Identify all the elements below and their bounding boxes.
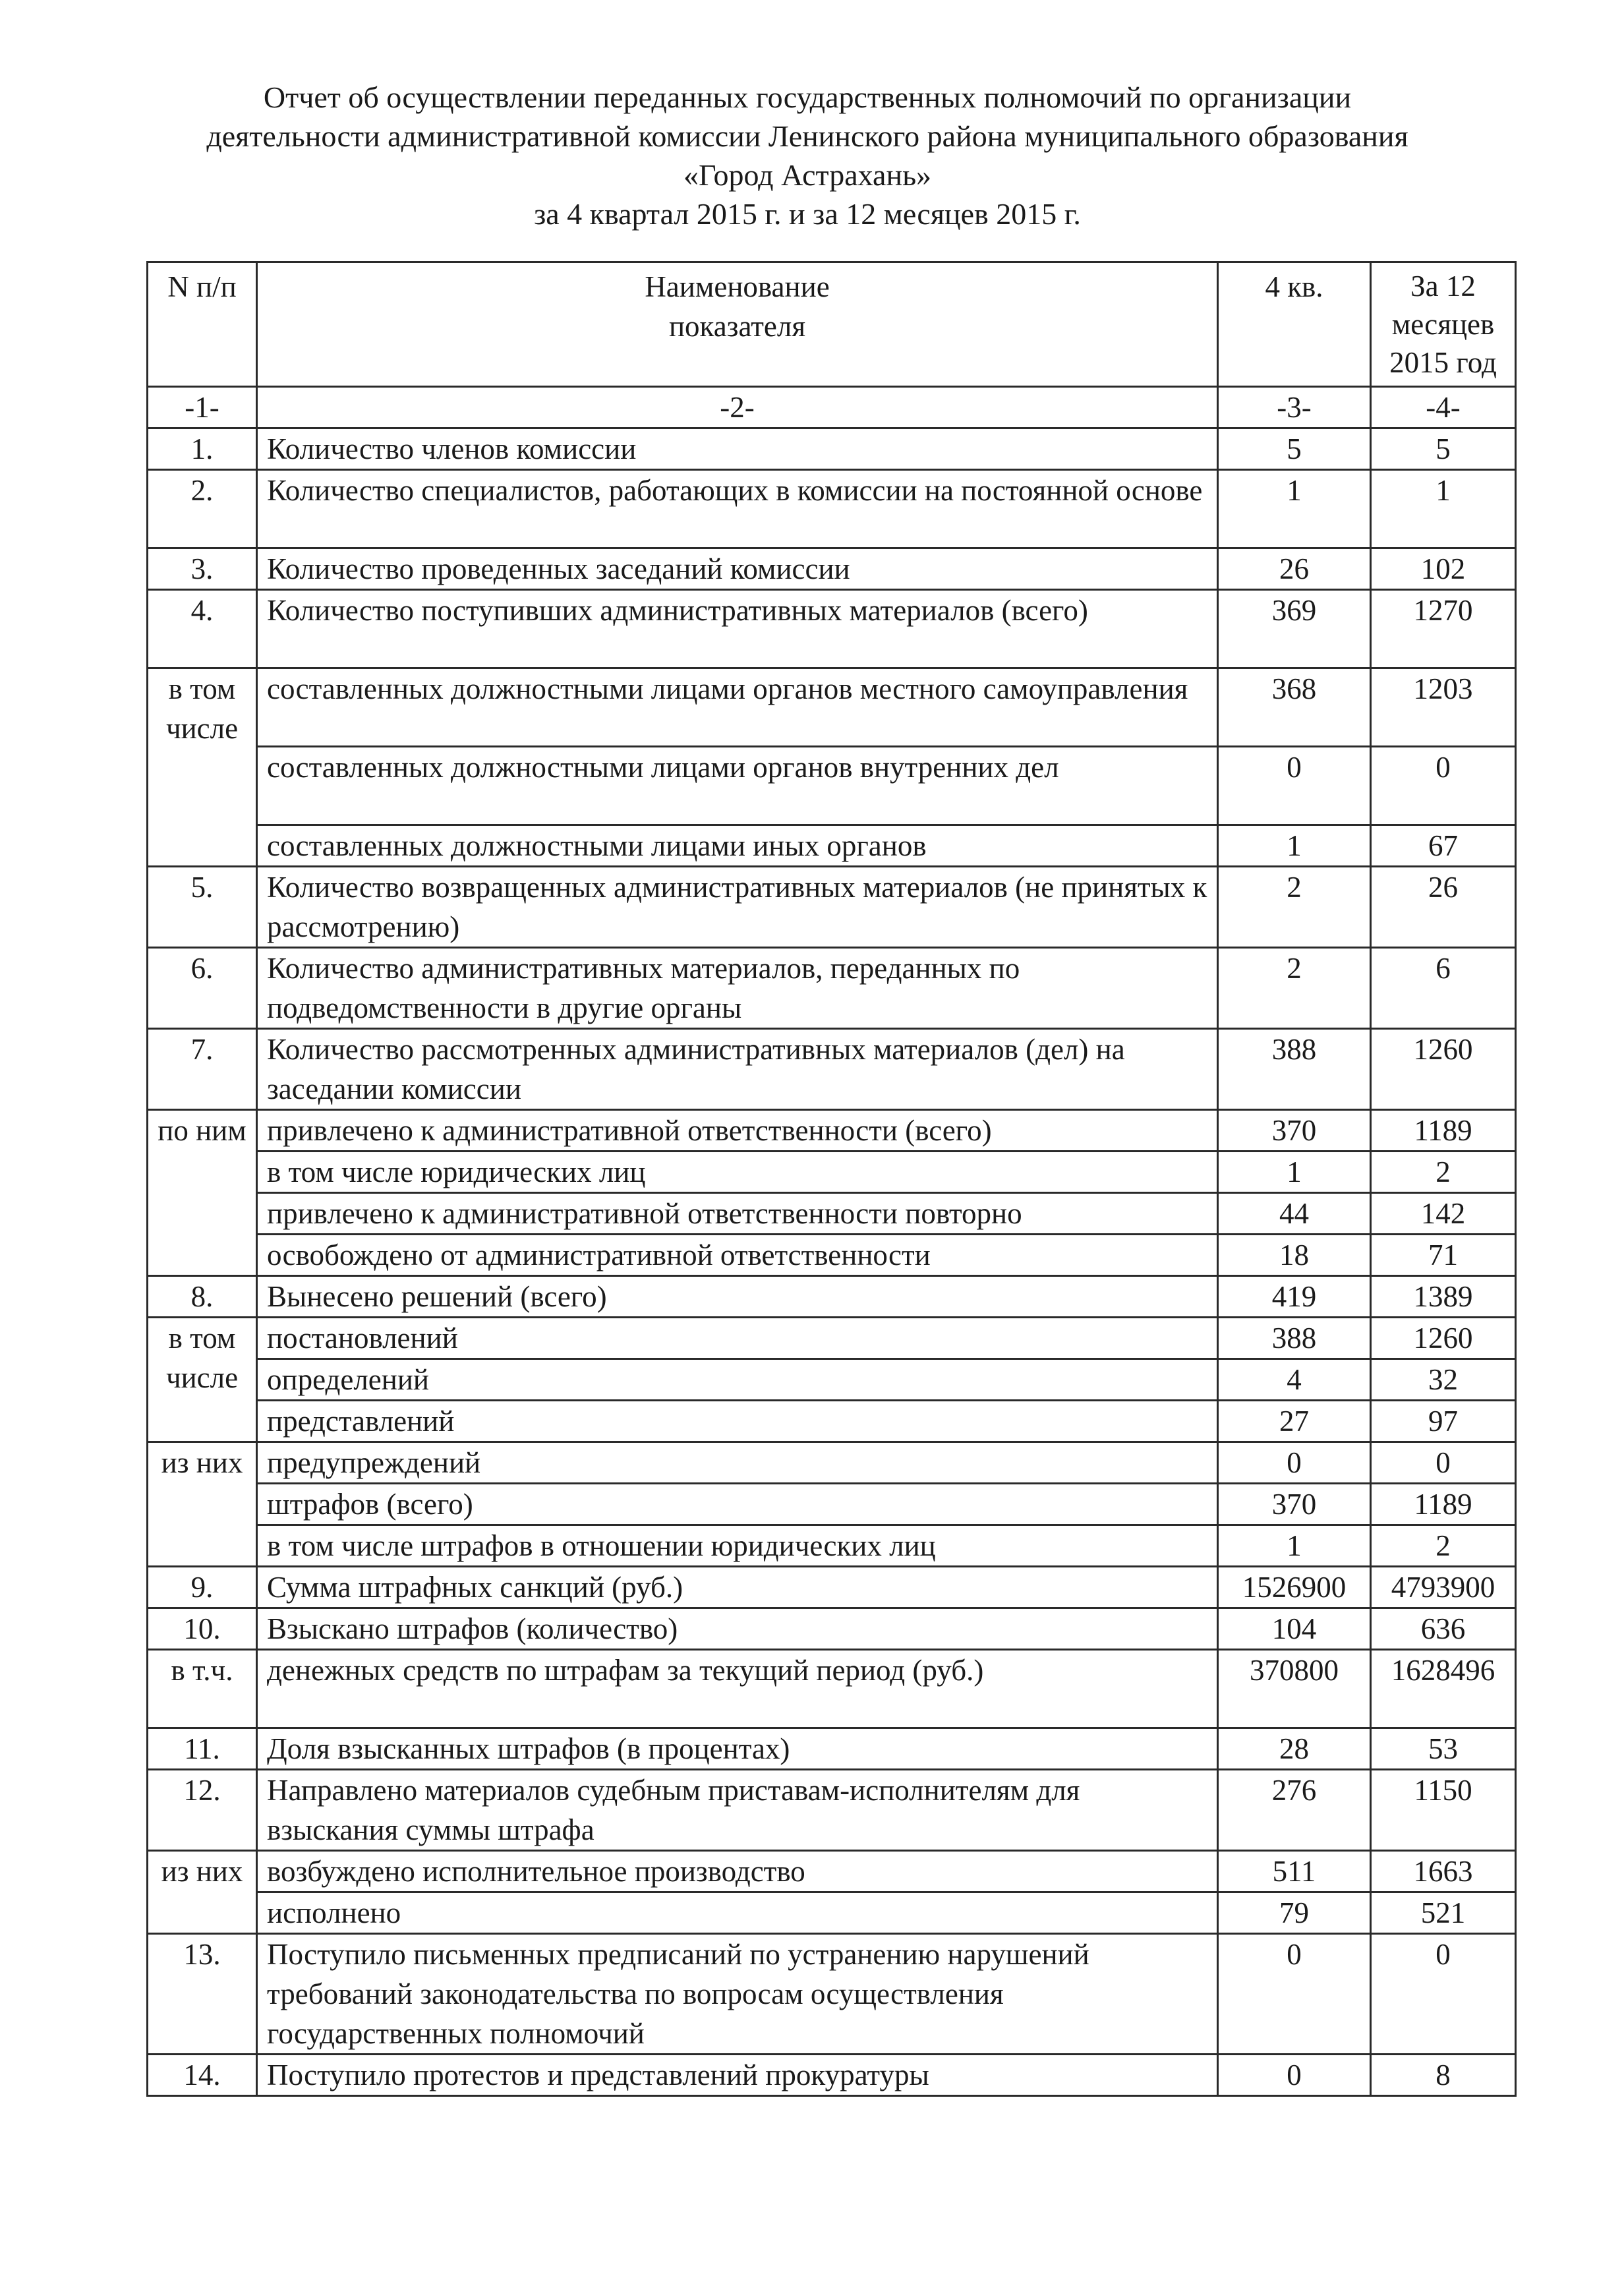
row-q4-value: 0 (1218, 1442, 1371, 1484)
table-row (148, 1892, 1516, 1934)
table-row (148, 1401, 1516, 1442)
row-q4-value: 27 (1218, 1401, 1371, 1442)
table-row (148, 1525, 1516, 1567)
row-name: представлений (257, 1401, 1218, 1442)
row-name: штрафов (всего) (257, 1484, 1218, 1525)
row-name: Количество возвращенных административных материалов (не принятых к рассмотрению) (257, 867, 1218, 948)
row-year-value: 8 (1371, 2055, 1516, 2096)
row-q4-value: 5 (1218, 428, 1371, 470)
row-name: Количество членов комиссии (257, 428, 1218, 470)
row-year-value: 1150 (1371, 1770, 1516, 1851)
row-q4-value: 1 (1218, 825, 1371, 867)
row-number: 13. (148, 1934, 257, 2055)
row-q4-value: 388 (1218, 1029, 1371, 1110)
table-row (148, 1193, 1516, 1235)
row-name: освобождено от административной ответственности (257, 1235, 1218, 1276)
row-q4-value: 370800 (1218, 1650, 1371, 1728)
row-name: денежных средств по штрафам за текущий период (руб.) (257, 1650, 1218, 1728)
row-q4-value: 369 (1218, 590, 1371, 668)
row-number: 10. (148, 1608, 257, 1650)
row-number: 5. (148, 867, 257, 948)
row-name: Поступило письменных предписаний по устранению нарушений требований законодательства по вопросам осуществления государственных полномочий (257, 1934, 1218, 2055)
row-q4-value: 79 (1218, 1892, 1371, 1934)
row-q4-value: 4 (1218, 1359, 1371, 1401)
row-name: Вынесено решений (всего) (257, 1276, 1218, 1318)
column-index-4: -4- (1371, 387, 1516, 428)
title-line-3: «Город Астрахань» (683, 158, 932, 192)
row-year-value: 1203 (1371, 668, 1516, 747)
row-name: в том числе штрафов в отношении юридических лиц (257, 1525, 1218, 1567)
row-year-value: 1260 (1371, 1318, 1516, 1359)
row-number: 1. (148, 428, 257, 470)
row-name: Количество поступивших административных материалов (всего) (257, 590, 1218, 668)
row-group-label: из них (148, 1442, 257, 1567)
row-q4-value: 1 (1218, 470, 1371, 548)
row-q4-value: 1 (1218, 1525, 1371, 1567)
header-col-year-line-2: месяцев (1391, 308, 1495, 341)
header-col-year (1371, 262, 1516, 387)
row-group-label: по ним (148, 1110, 257, 1276)
column-index-2: -2- (257, 387, 1218, 428)
row-q4-value: 44 (1218, 1193, 1371, 1235)
row-name: привлечено к административной ответственности (всего) (257, 1110, 1218, 1152)
table-row (148, 2055, 1516, 2096)
row-number: 2. (148, 470, 257, 548)
row-number: 3. (148, 548, 257, 590)
table-row (148, 428, 1516, 470)
title-line-4: за 4 квартал 2015 г. и за 12 месяцев 2015 г. (534, 197, 1081, 231)
row-year-value: 0 (1371, 1442, 1516, 1484)
table-row (148, 1235, 1516, 1276)
row-q4-value: 388 (1218, 1318, 1371, 1359)
row-group-label: в т.ч. (148, 1650, 257, 1728)
row-q4-value: 1526900 (1218, 1567, 1371, 1608)
row-year-value: 521 (1371, 1892, 1516, 1934)
row-year-value: 53 (1371, 1728, 1516, 1770)
row-name: Количество рассмотренных административных материалов (дел) на заседании комиссии (257, 1029, 1218, 1110)
title-line-2: деятельности административной комиссии Ленинского района муниципального образования (206, 119, 1408, 153)
table-row (148, 1110, 1516, 1152)
row-name: Сумма штрафных санкций (руб.) (257, 1567, 1218, 1608)
table-row (148, 825, 1516, 867)
row-year-value: 1260 (1371, 1029, 1516, 1110)
row-q4-value: 276 (1218, 1770, 1371, 1851)
row-name: возбуждено исполнительное производство (257, 1851, 1218, 1892)
row-q4-value: 370 (1218, 1110, 1371, 1152)
table-row (148, 1934, 1516, 2055)
row-q4-value: 104 (1218, 1608, 1371, 1650)
header-col-year-line-3: 2015 год (1389, 346, 1497, 379)
table-row (148, 1851, 1516, 1892)
table-row (148, 1029, 1516, 1110)
row-number: 14. (148, 2055, 257, 2096)
report-table (146, 261, 1517, 2097)
row-year-value: 1628496 (1371, 1650, 1516, 1728)
row-year-value: 26 (1371, 867, 1516, 948)
row-name: Количество специалистов, работающих в комиссии на постоянной основе (257, 470, 1218, 548)
row-number: 4. (148, 590, 257, 668)
row-year-value: 2 (1371, 1525, 1516, 1567)
row-year-value: 142 (1371, 1193, 1516, 1235)
row-q4-value: 1 (1218, 1152, 1371, 1193)
row-name: постановлений (257, 1318, 1218, 1359)
header-col-name (257, 262, 1218, 387)
table-row (148, 747, 1516, 825)
header-col-year-line-1: За 12 (1410, 270, 1476, 303)
row-year-value: 1270 (1371, 590, 1516, 668)
row-name: в том числе юридических лиц (257, 1152, 1218, 1193)
row-q4-value: 368 (1218, 668, 1371, 747)
row-number: 8. (148, 1276, 257, 1318)
row-name: Количество проведенных заседаний комиссии (257, 548, 1218, 590)
row-year-value: 1389 (1371, 1276, 1516, 1318)
row-year-value: 1663 (1371, 1851, 1516, 1892)
header-col-name-line-2: показателя (668, 310, 806, 343)
row-q4-value: 2 (1218, 867, 1371, 948)
row-q4-value: 28 (1218, 1728, 1371, 1770)
row-group-label: из них (148, 1851, 257, 1934)
header-col-number: N п/п (148, 262, 257, 387)
row-q4-value: 2 (1218, 948, 1371, 1029)
table-row (148, 1276, 1516, 1318)
row-name: составленных должностными лицами органов внутренних дел (257, 747, 1218, 825)
row-name: составленных должностными лицами органов местного самоуправления (257, 668, 1218, 747)
row-q4-value: 18 (1218, 1235, 1371, 1276)
row-year-value: 1 (1371, 470, 1516, 548)
row-name: предупреждений (257, 1442, 1218, 1484)
row-number: 7. (148, 1029, 257, 1110)
row-name: исполнено (257, 1892, 1218, 1934)
header-col-name-line-1: Наименование (645, 270, 830, 303)
row-year-value: 0 (1371, 747, 1516, 825)
row-year-value: 0 (1371, 1934, 1516, 2055)
table-row (148, 590, 1516, 668)
table-row (148, 1152, 1516, 1193)
row-q4-value: 26 (1218, 548, 1371, 590)
row-name: определений (257, 1359, 1218, 1401)
table-row (148, 1359, 1516, 1401)
row-year-value: 4793900 (1371, 1567, 1516, 1608)
table-row (148, 1318, 1516, 1359)
row-group-label: в том числе (148, 668, 257, 867)
row-q4-value: 0 (1218, 1934, 1371, 2055)
row-name: составленных должностными лицами иных органов (257, 825, 1218, 867)
row-number: 11. (148, 1728, 257, 1770)
row-year-value: 5 (1371, 428, 1516, 470)
column-index-1: -1- (148, 387, 257, 428)
row-q4-value: 0 (1218, 2055, 1371, 2096)
table-row (148, 1567, 1516, 1608)
row-year-value: 102 (1371, 548, 1516, 590)
row-name: Доля взысканных штрафов (в процентах) (257, 1728, 1218, 1770)
row-name: Поступило протестов и представлений прокуратуры (257, 2055, 1218, 2096)
row-q4-value: 419 (1218, 1276, 1371, 1318)
table-row (148, 1608, 1516, 1650)
row-q4-value: 511 (1218, 1851, 1371, 1892)
table-row (148, 548, 1516, 590)
row-year-value: 32 (1371, 1359, 1516, 1401)
row-q4-value: 370 (1218, 1484, 1371, 1525)
row-year-value: 67 (1371, 825, 1516, 867)
row-year-value: 2 (1371, 1152, 1516, 1193)
table-row (148, 867, 1516, 948)
row-number: 12. (148, 1770, 257, 1851)
table-row (148, 948, 1516, 1029)
row-year-value: 1189 (1371, 1110, 1516, 1152)
table-row (148, 1728, 1516, 1770)
table-row (148, 1484, 1516, 1525)
row-name: Направлено материалов судебным приставам-исполнителям для взыскания суммы штрафа (257, 1770, 1218, 1851)
row-group-label: в том числе (148, 1318, 257, 1442)
table-row (148, 1650, 1516, 1728)
table-row (148, 668, 1516, 747)
table-row (148, 1770, 1516, 1851)
table-row (148, 470, 1516, 548)
table-row (148, 1442, 1516, 1484)
row-name: Взыскано штрафов (количество) (257, 1608, 1218, 1650)
column-index-3: -3- (1218, 387, 1371, 428)
row-name: Количество административных материалов, переданных по подведомственности в другие органы (257, 948, 1218, 1029)
column-index-row (148, 387, 1516, 428)
row-year-value: 1189 (1371, 1484, 1516, 1525)
row-number: 6. (148, 948, 257, 1029)
table-header-row (148, 262, 1516, 387)
report-title (99, 78, 1516, 233)
header-col-q4: 4 кв. (1218, 262, 1371, 387)
row-number: 9. (148, 1567, 257, 1608)
row-year-value: 636 (1371, 1608, 1516, 1650)
row-name: привлечено к административной ответственности повторно (257, 1193, 1218, 1235)
row-year-value: 97 (1371, 1401, 1516, 1442)
row-q4-value: 0 (1218, 747, 1371, 825)
title-line-1: Отчет об осуществлении переданных государственных полномочий по организации (263, 80, 1352, 114)
row-year-value: 71 (1371, 1235, 1516, 1276)
row-year-value: 6 (1371, 948, 1516, 1029)
